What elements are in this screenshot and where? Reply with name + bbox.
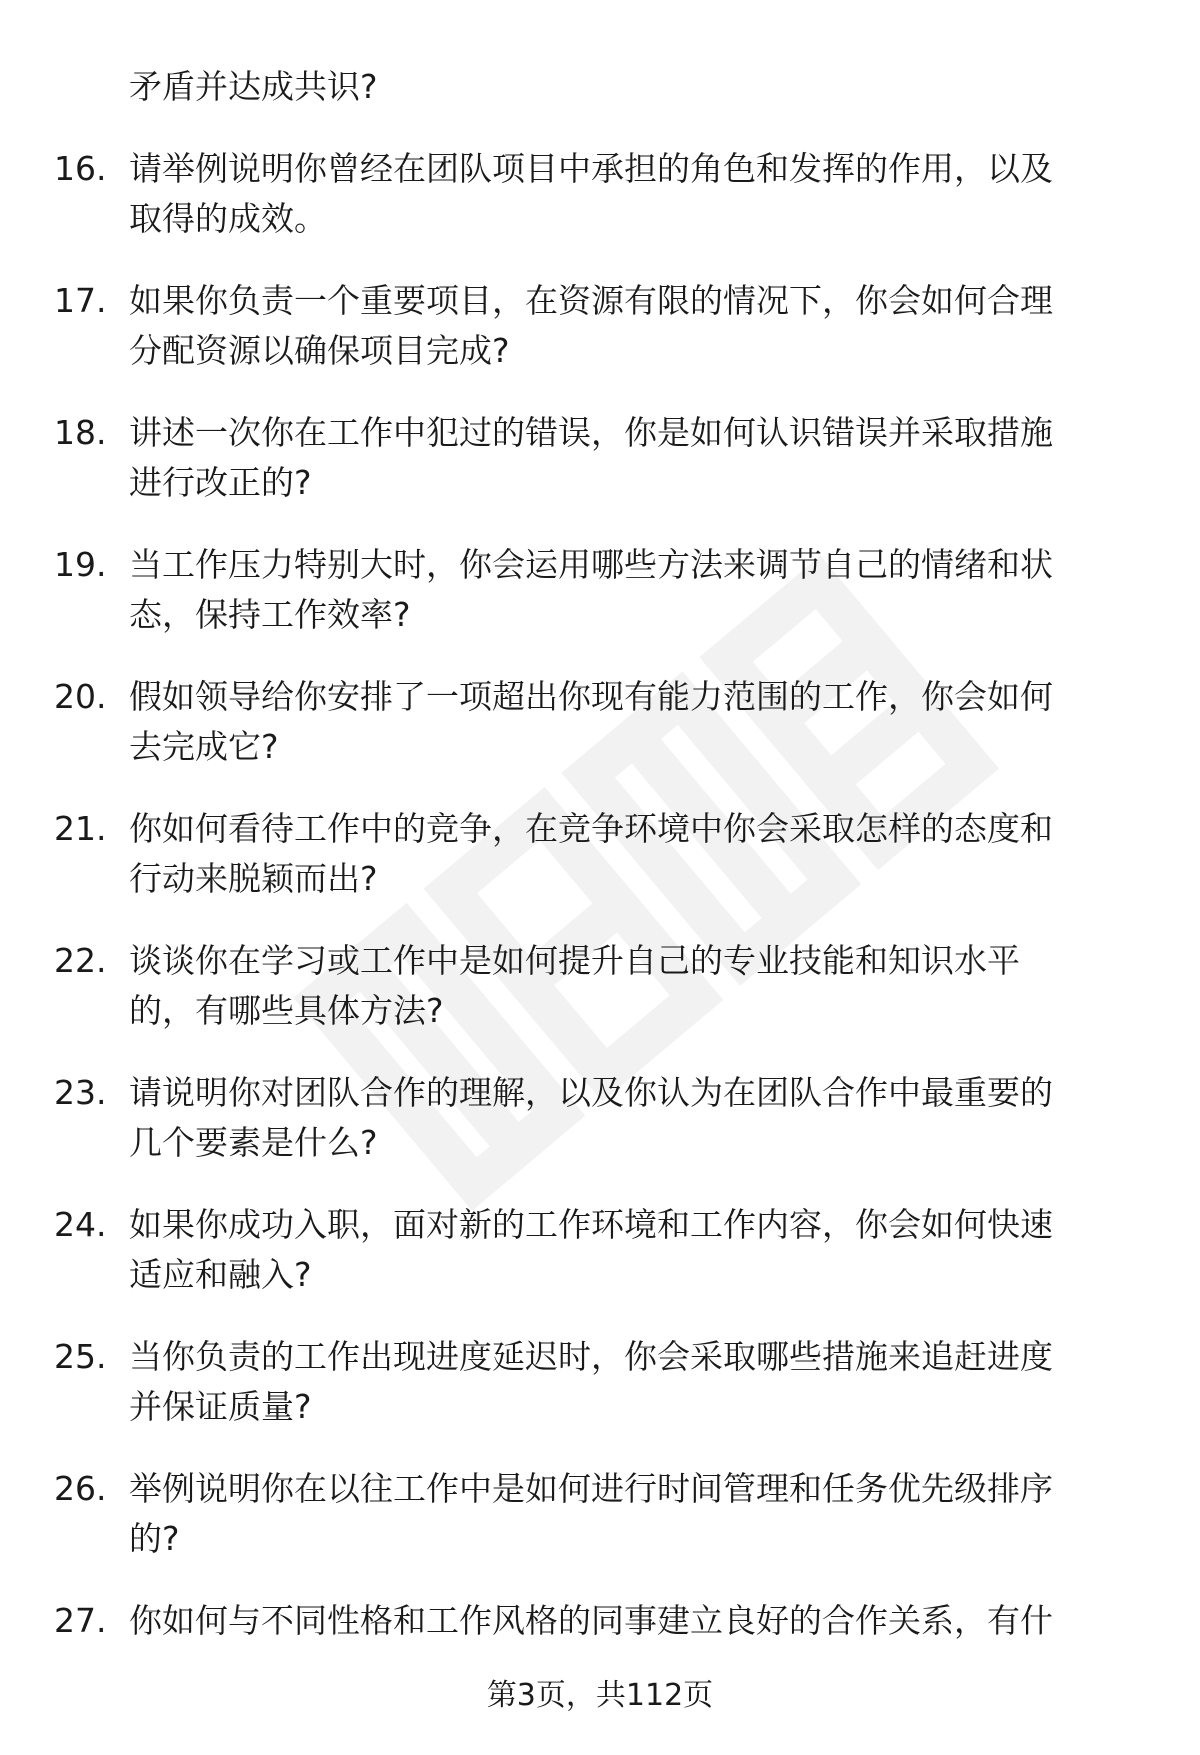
question-text (129, 1200, 1139, 1300)
question-text (129, 936, 1139, 1036)
question-item (0, 936, 1200, 1036)
question-item (0, 408, 1200, 508)
question-item (0, 804, 1200, 904)
question-line: 请举例说明你曾经在团队项目中承担的角色和发挥的作用，以及 (129, 149, 1053, 188)
question-line: 请说明你对团队合作的理解，以及你认为在团队合作中最重要的 (129, 1073, 1053, 1112)
question-text (129, 804, 1139, 904)
question-number: 20. (54, 677, 107, 716)
question-text (129, 1464, 1139, 1564)
question-line: 取得的成效。 (129, 199, 327, 238)
question-line: 的，有哪些具体方法? (129, 991, 444, 1030)
question-number: 27. (54, 1601, 107, 1640)
question-line: 举例说明你在以往工作中是如何进行时间管理和任务优先级排序 (129, 1469, 1053, 1508)
question-text (129, 1332, 1139, 1432)
question-line: 如果你负责一个重要项目，在资源有限的情况下，你会如何合理 (129, 281, 1053, 320)
question-text (129, 144, 1139, 244)
question-line: 适应和融入? (129, 1255, 312, 1294)
question-line: 分配资源以确保项目完成? (129, 331, 510, 370)
question-item (0, 1068, 1200, 1168)
question-item (0, 540, 1200, 640)
question-line: 谈谈你在学习或工作中是如何提升自己的专业技能和知识水平 (129, 941, 1020, 980)
question-item (0, 1596, 1200, 1646)
question-number: 17. (54, 281, 107, 320)
question-number: 26. (54, 1469, 107, 1508)
question-text (129, 672, 1139, 772)
question-number: 25. (54, 1337, 107, 1376)
question-line: 如果你成功入职，面对新的工作环境和工作内容，你会如何快速 (129, 1205, 1053, 1244)
question-number: 24. (54, 1205, 107, 1244)
question-number: 23. (54, 1073, 107, 1112)
question-item (0, 1464, 1200, 1564)
question-line: 去完成它? (129, 727, 279, 766)
question-line: 当工作压力特别大时，你会运用哪些方法来调节自己的情绪和状 (129, 545, 1053, 584)
page-footer: 第3页，共112页 (486, 1678, 714, 1713)
question-text (129, 276, 1139, 376)
question-item (0, 276, 1200, 376)
question-number: 18. (54, 413, 107, 452)
question-line: 态，保持工作效率? (129, 595, 411, 634)
question-text (129, 1068, 1139, 1168)
question-text (129, 408, 1139, 508)
question-number: 22. (54, 941, 107, 980)
question-item (0, 672, 1200, 772)
question-list (0, 62, 1200, 1646)
question-line: 你如何看待工作中的竞争，在竞争环境中你会采取怎样的态度和 (129, 809, 1053, 848)
question-number: 19. (54, 545, 107, 584)
question-line: 假如领导给你安排了一项超出你现有能力范围的工作，你会如何 (129, 677, 1053, 716)
question-line: 进行改正的? (129, 463, 312, 502)
question-line: 当你负责的工作出现进度延迟时，你会采取哪些措施来追赶进度 (129, 1337, 1053, 1376)
question-text (129, 1596, 1139, 1646)
question-item (0, 144, 1200, 244)
question-line: 你如何与不同性格和工作风格的同事建立良好的合作关系，有什 (129, 1601, 1053, 1640)
question-line: 的? (129, 1519, 180, 1558)
question-text (129, 540, 1139, 640)
continuation-line: 矛盾并达成共识? (129, 67, 378, 106)
question-item (0, 1200, 1200, 1300)
question-line: 几个要素是什么? (129, 1123, 378, 1162)
question-number: 21. (54, 809, 107, 848)
question-line: 并保证质量? (129, 1387, 312, 1426)
question-line: 行动来脱颖而出? (129, 859, 378, 898)
question-line: 讲述一次你在工作中犯过的错误，你是如何认识错误并采取措施 (129, 413, 1053, 452)
question-number: 16. (54, 149, 107, 188)
question-item (0, 1332, 1200, 1432)
